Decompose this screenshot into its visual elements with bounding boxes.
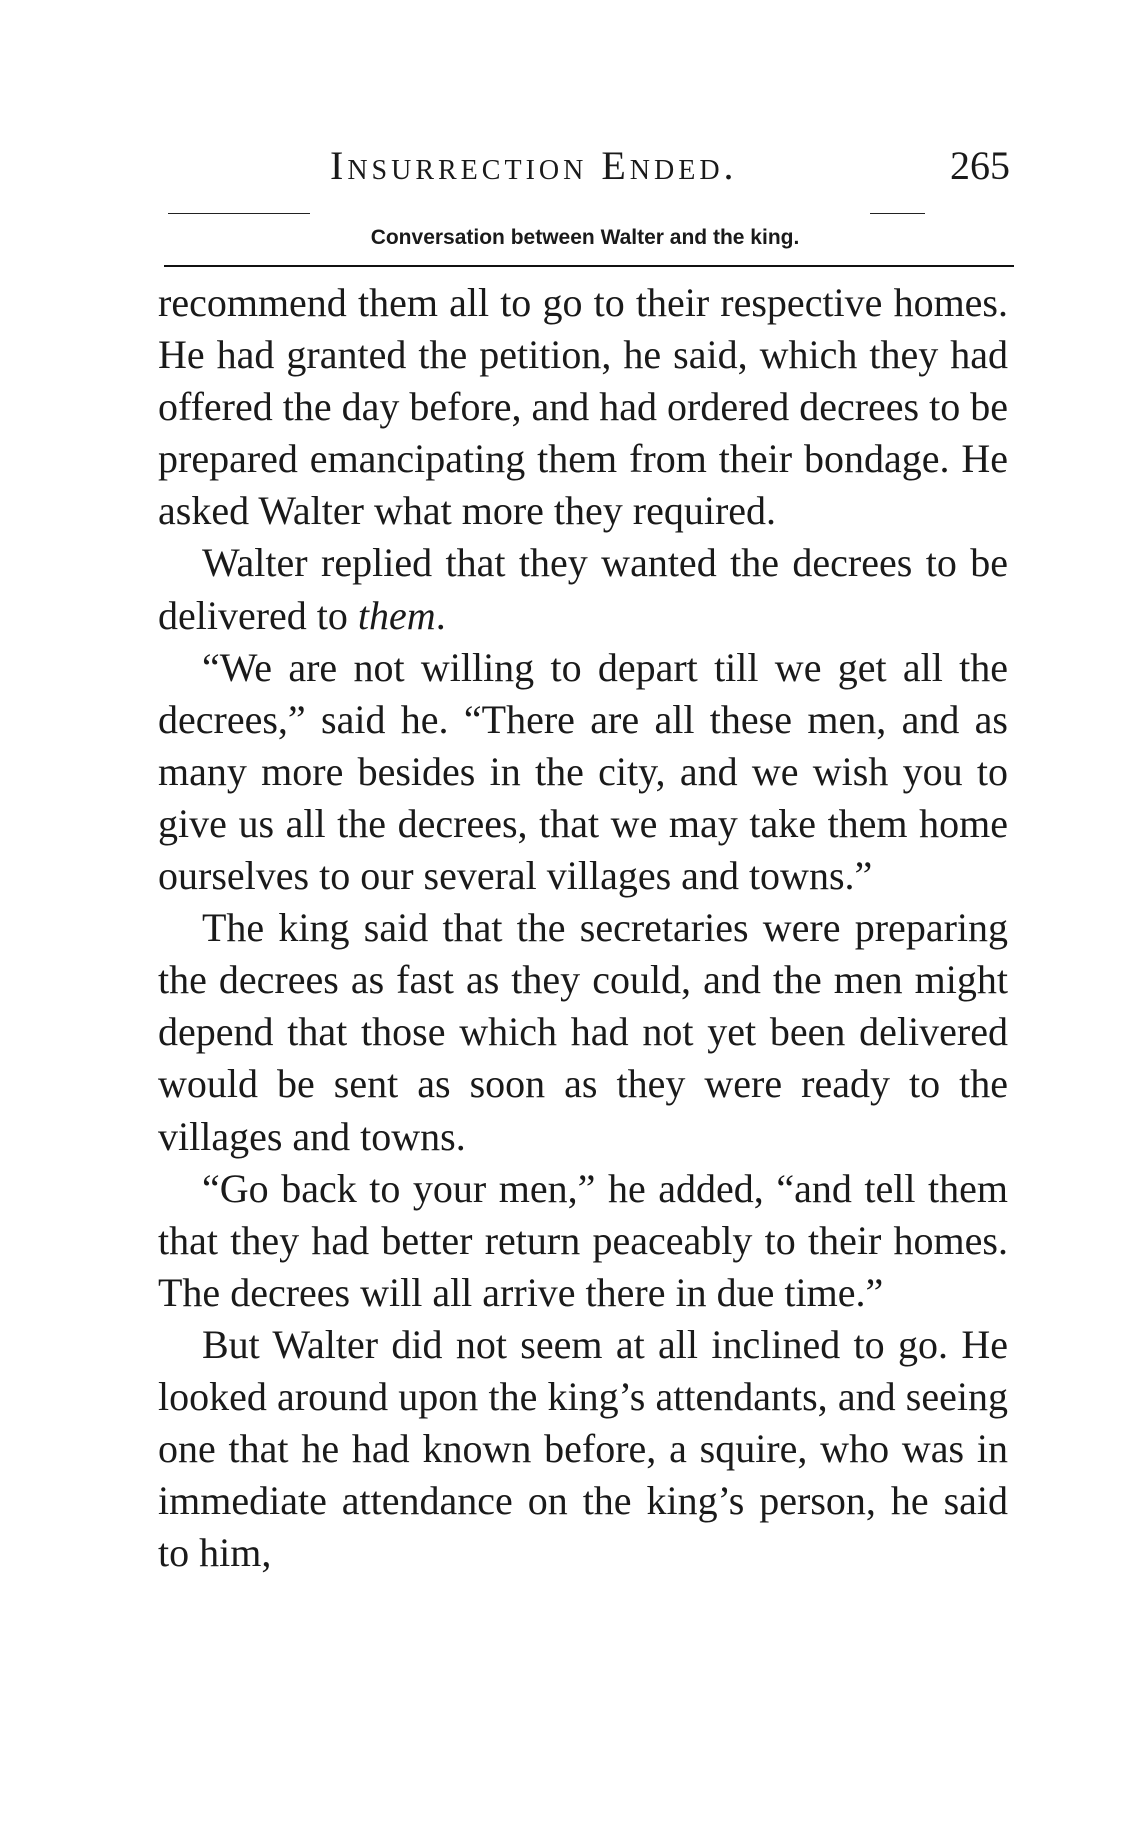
- running-head: [160, 142, 1010, 202]
- header-divider: [164, 265, 1014, 267]
- header-rule-right: [870, 213, 925, 214]
- page-number: 265: [950, 143, 1010, 188]
- paragraph-5: “Go back to your men,” he added, “and tell them that they had better return peaceably to their homes. The decrees will all arrive there in due time.”: [158, 1165, 1008, 1315]
- paragraph-2: [158, 537, 1008, 641]
- header-rule-left: [168, 213, 310, 214]
- paragraph-4: The king said that the secretaries were preparing the decrees as fast as they could, and the men might depend that those which had not yet been delivered would be sent as soon as they were ready to the villages and towns.: [158, 905, 1008, 1159]
- paragraph-1: recommend them all to go to their respective homes. He had granted the petition, he said, which they had offered the day before, and had ordered decrees to be prepared emancipating them from their bondage. He asked Walter what more they required.: [158, 280, 1008, 534]
- paragraph-3: “We are not willing to depart till we get all the decrees,” said he. “There are all these men, and as many more besides in the city, and we wish you to give us all the decrees, that we may take them home ourselves to our several villages and towns.”: [158, 644, 1008, 899]
- paragraph-2-end: .: [435, 592, 446, 638]
- paragraph-6: But Walter did not seem at all inclined to go. He looked around upon the king’s attendants, and seeing one that he had known before, a squire, who was in immediate attendance on the king’s person, he said to him,: [158, 1321, 1008, 1576]
- chapter-subheading: Conversation between Walter and the king.: [370, 226, 800, 249]
- running-title: Insurrection Ended.: [330, 143, 738, 188]
- paragraph-2-emphasis: them: [357, 592, 436, 638]
- body-text: [158, 277, 1008, 1579]
- paragraph-2-text: Walter replied that they wanted the decrees to be delivered to: [158, 540, 1008, 638]
